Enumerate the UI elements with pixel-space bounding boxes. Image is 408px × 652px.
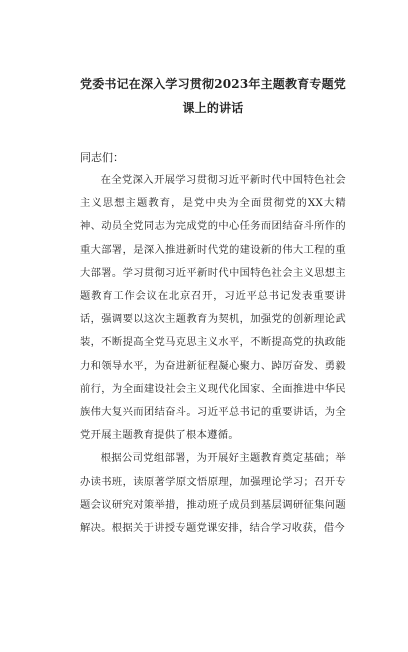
body-paragraph: 在全党深入开展学习贯彻习近平新时代中国特色社会主义思想主题教育，是党中央为全面贯彻党的XX大精神、动员全党同志为完成党的中心任务而团结奋斗所作的重大部署，是深入推进新时代党的建设新的伟大工程的重大部署。学习贯彻习近平新时代中国特色社会主义思想主题教育工作会议在北京召开，习近平总书记发表重要讲话，强调要以这次主题教育为契机，加强党的创新理论武装，不断提高全党马克思主义水平，不断提高党的执政能力和领导水平，为奋进新征程凝心聚力、踔厉奋发、勇毅前行，为全面建设社会主义现代化国家、全面推进中华民族伟大复兴而团结奋斗。习近平总书记的重要讲话，为全党开展主题教育提供了根本遵循。 [80,174,346,442]
body-paragraph: 根据公司党组部署，为开展好主题教育奠定基础；举办读书班，读原著学原文悟原理，加强理论学习；召开专题会议研究对策举措，推动班子成员到基层调研征集问题解决。根据关于讲授专题党课安排，结合学习收获，借今 [80,452,346,535]
salutation: 同志们： [80,151,124,164]
document-title: 党委书记在深入学习贯彻2023年主题教育专题党课上的讲话 [80,77,347,115]
document-page [0,72,408,652]
